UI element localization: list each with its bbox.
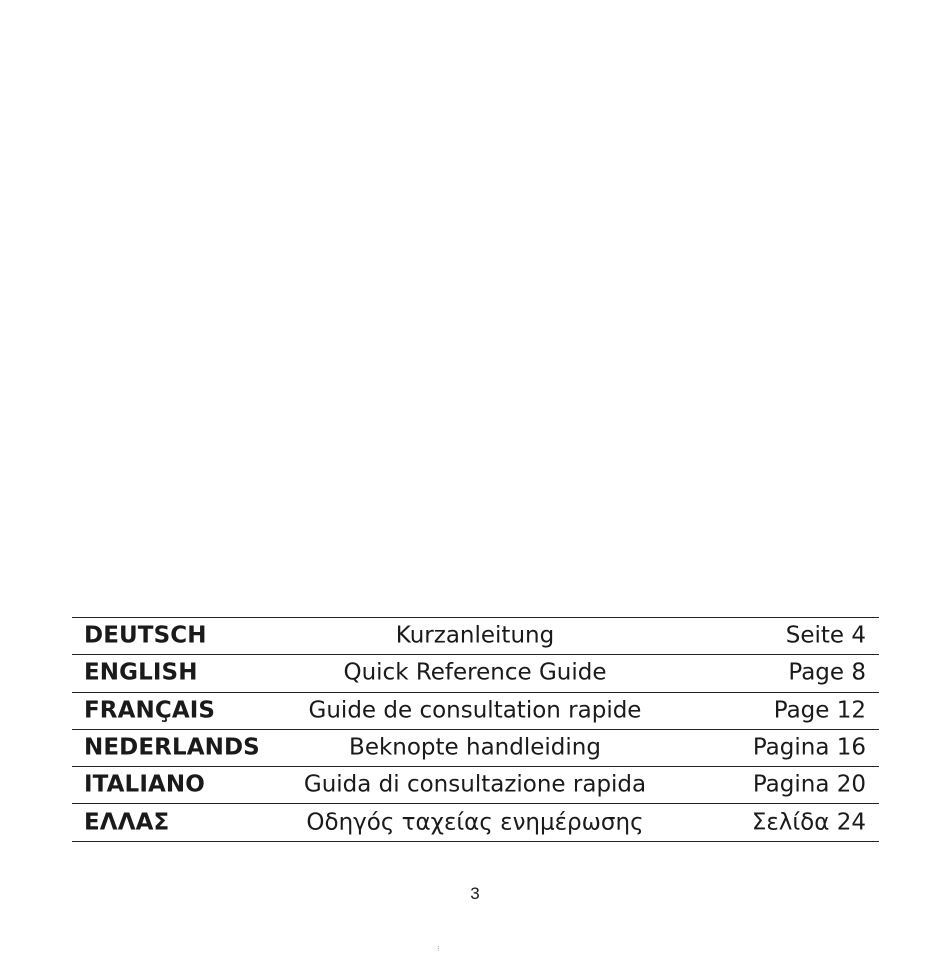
page-reference: Page 12 xyxy=(773,697,866,724)
guide-title: Beknopte handleiding xyxy=(349,734,601,761)
guide-title: Quick Reference Guide xyxy=(343,659,607,686)
guide-title: Guida di consultazione rapida xyxy=(303,771,647,798)
language-label: ITALIANO xyxy=(84,771,205,798)
language-label: ΕΛΛΑΣ xyxy=(84,809,170,836)
guide-title: Guide de consultation rapide xyxy=(308,697,642,724)
language-label: NEDERLANDS xyxy=(84,734,260,761)
language-label: ENGLISH xyxy=(84,659,198,686)
page-reference: Pagina 20 xyxy=(752,771,866,798)
print-mark: ⁝ xyxy=(437,944,440,953)
language-index-table xyxy=(72,617,879,842)
page-reference: Seite 4 xyxy=(785,622,866,649)
language-label: DEUTSCH xyxy=(84,622,207,649)
page-reference: Pagina 16 xyxy=(752,734,866,761)
page-reference: Σελίδα 24 xyxy=(751,809,866,836)
language-label: FRANÇAIS xyxy=(84,697,216,724)
toc-row-nederlands[interactable] xyxy=(72,730,879,767)
toc-row-deutsch[interactable] xyxy=(72,618,879,655)
guide-title: Kurzanleitung xyxy=(395,622,555,649)
page-number: 3 xyxy=(470,884,480,903)
toc-row-english[interactable] xyxy=(72,655,879,692)
toc-row-ellas[interactable] xyxy=(72,804,879,841)
guide-title: Οδηγός ταχείας ενημέρωσης xyxy=(306,809,644,836)
toc-row-francais[interactable] xyxy=(72,693,879,730)
toc-row-italiano[interactable] xyxy=(72,767,879,804)
page-reference: Page 8 xyxy=(788,659,866,686)
